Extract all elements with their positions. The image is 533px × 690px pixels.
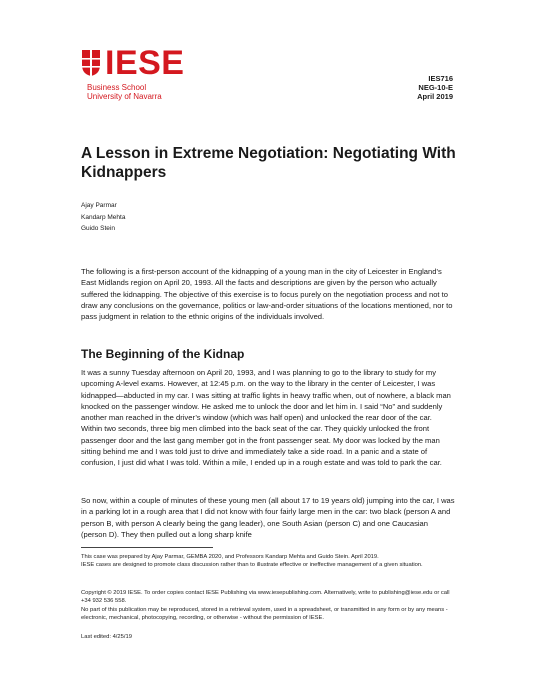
section-heading: The Beginning of the Kidnap: [81, 347, 245, 361]
footnote-copyright: Copyright © 2019 IESE. To order copies contact IESE Publishing via www.iesepublishing.com. Alternatively, write to publishing@iese.edu or call +34 932 536 558.: [81, 590, 450, 605]
footnote-divider: [81, 547, 213, 548]
intro-paragraph: The following is a first-person account of the kidnapping of a young man in the city of Leicester in England’s East Midlands region on April 20, 1993. All the facts and descriptions are given by the person who actually suffered the kidnapping. The objective of this exercise is to focus purely on the negotiation process and not to draw any conclusions on the governance, politics or law-and-order situations of the locations mentioned, nor to pass judgment in relation to the ethnic origins of the individuals involved.: [81, 267, 453, 322]
footnote-prepared: This case was prepared by Ajay Parmar, GEMBA 2020, and Professors Kandarp Mehta and Guido Stein. April 2019.: [81, 554, 379, 560]
body-paragraph: So now, within a couple of minutes of these young men (all about 17 to 19 years old) jumping into the car, I was in a parking lot in a rough area that I did not know with four fairly large men in the car: two black (person A and person B, with person A clearly being the gang leader), one South Asian (person C) and one Caucasian (person D). They then pulled out a long sharp knife: [81, 496, 455, 539]
case-title: A Lesson in Extreme Negotiation: Negotiating With Kidnappers: [81, 145, 456, 181]
logo-school-name: Business School: [87, 83, 147, 92]
document-info: [417, 74, 453, 101]
footnote-rights: No part of this publication may be reproduced, stored in a retrieval system, used in a spreadsheet, or transmitted in any form or by any means - electronic, mechanical, photocopying, recording, or otherwise - without the permission of IESE.: [81, 607, 448, 622]
footnote-purpose: IESE cases are designed to promote class discussion rather than to illustrate effective or ineffective management of a given situation.: [81, 562, 423, 568]
footnote-last-edited: Last edited: 4/25/19: [81, 634, 132, 640]
author-name: Kandarp Mehta: [81, 213, 126, 221]
logo-wordmark: IESE: [105, 44, 185, 82]
document-code: IES716: [428, 74, 453, 83]
iese-shield-icon: [81, 49, 101, 77]
author-list: [81, 200, 125, 235]
document-date: April 2019: [417, 92, 453, 101]
author-name: Guido Stein: [81, 225, 115, 232]
iese-logo: [81, 44, 201, 109]
logo-university-name: University of Navarra: [87, 92, 162, 101]
body-paragraph: It was a sunny Tuesday afternoon on April 20, 1993, and I was planning to go to the library to study for my upcoming A-level exams. However, at 12:45 p.m. on the way to the library in the center of Leicester, I was kidnapped—abducted in my car. I was sitting at traffic lights in heavy traffic when, out of nowhere, a black man knocked on the passenger window. He asked me to unlock the door and let him in. I said “No” and suddenly another man reached in the driver’s window (which was half open) and unlocked the rear door of the car. Within two seconds, three big men climbed into the back seat of the car. They quickly unlocked the front passenger door and the last gang member got in the front passenger seat. My door was locked by the man sitting behind me and I was told just to drive and immediately take a side road. In a panic and a state of confusion, I just did what I was told. Within a mile, I ended up in a rough estate and was told to park the car.: [81, 368, 451, 468]
author-name: Ajay Parmar: [81, 202, 117, 209]
document-subcode: NEG-10-E: [418, 83, 453, 92]
